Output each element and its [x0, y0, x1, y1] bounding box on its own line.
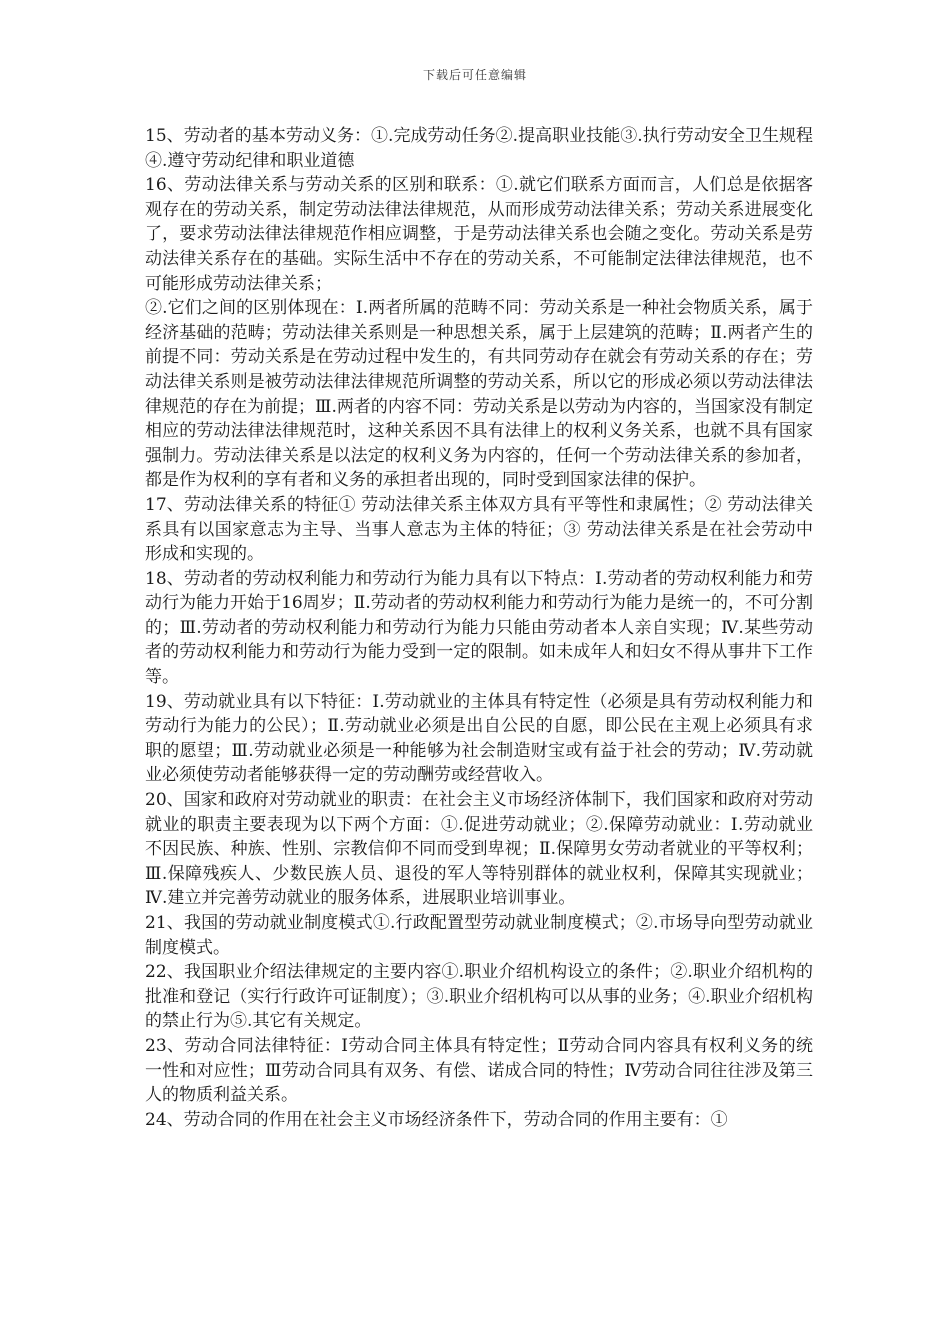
paragraph-18: 18、劳动者的劳动权利能力和劳动行为能力具有以下特点：Ⅰ.劳动者的劳动权利能力和劳动行为能力开始于16周岁；Ⅱ.劳动者的劳动权利能力和劳动行为能力是统一的，不可分割的；Ⅲ.劳动者的劳动权利能力和劳动行为能力只能由劳动者本人亲自实现；Ⅳ.某些劳动者的劳动权利能力和劳动行为能力受到一定的限制。如未成年人和妇女不得从事井下工作等。 — [145, 568, 813, 688]
paragraph-16: 16、劳动法律关系与劳动关系的区别和联系：①.就它们联系方面而言，人们总是依据客观存在的劳动关系，制定劳动法律法律规范，从而形成劳动法律关系；劳动关系进展变化了，要求劳动法律法律规范作相应调整，于是劳动法律关系也会随之变化。劳动关系是劳动法律关系存在的基础。实际生活中不存在的劳动关系，不可能制定法律法律规范，也不可能形成劳动法律关系； — [145, 175, 813, 294]
paragraph-19: 19、劳动就业具有以下特征：Ⅰ.劳动就业的主体具有特定性（必须是具有劳动权利能力和劳动行为能力的公民）；Ⅱ.劳动就业必须是出自公民的自愿，即公民在主观上必须具有求职的愿望；Ⅲ.劳动就业必须是一种能够为社会制造财宝或有益于社会的劳动；Ⅳ.劳动就业必须使劳动者能够获得一定的劳动酬劳或经营收入。 — [145, 691, 813, 786]
paragraph-21: 21、我国的劳动就业制度模式①.行政配置型劳动就业制度模式；②.市场导向型劳动就业制度模式。 — [145, 913, 813, 958]
document-body — [145, 124, 813, 1132]
paragraph-22: 22、我国职业介绍法律规定的主要内容①.职业介绍机构设立的条件；②.职业介绍机构的批准和登记（实行行政许可证制度）；③.职业介绍机构可以从事的业务；④.职业介绍机构的禁止行为⑤.其它有关规定。 — [145, 962, 813, 1032]
paragraph-24: 24、劳动合同的作用在社会主义市场经济条件下，劳动合同的作用主要有：① — [145, 1109, 728, 1130]
paragraph-16-differences: ②.它们之间的区别体现在：Ⅰ.两者所属的范畴不同：劳动关系是一种社会物质关系，属于经济基础的范畴；劳动法律关系则是一种思想关系，属于上层建筑的范畴；Ⅱ.两者产生的前提不同：劳动关系是在劳动过程中发生的，有共同劳动存在就会有劳动关系的存在；劳动法律关系则是被劳动法律法律规范所调整的劳动关系，所以它的形成必须以劳动法律法律规范的存在为前提；Ⅲ.两者的内容不同：劳动关系是以劳动为内容的，当国家没有制定相应的劳动法律法律规范时，这种关系因不具有法律上的权利义务关系，也就不具有国家强制力。劳动法律关系是以法定的权利义务为内容的，任何一个劳动法律关系的参加者，都是作为权利的享有者和义务的承担者出现的，同时受到国家法律的保护。 — [145, 298, 813, 491]
paragraph-17: 17、劳动法律关系的特征① 劳动法律关系主体双方具有平等性和隶属性；② 劳动法律关系具有以国家意志为主导、当事人意志为主体的特征；③ 劳动法律关系是在社会劳动中形成和实现的。 — [145, 494, 813, 565]
paragraph-20: 20、国家和政府对劳动就业的职责：在社会主义市场经济体制下，我们国家和政府对劳动就业的职责主要表现为以下两个方面：①.促进劳动就业；②.保障劳动就业：Ⅰ.劳动就业不因民族、种族、性别、宗教信仰不同而受到卑视；Ⅱ.保障男女劳动者就业的平等权利；Ⅲ.保障残疾人、少数民族人员、退役的军人等特别群体的就业权利，保障其实现就业；Ⅳ.建立并完善劳动就业的服务体系，进展职业培训事业。 — [145, 790, 813, 909]
page-header: 下载后可任意编辑 — [422, 68, 527, 82]
paragraph-15: 15、劳动者的基本劳动义务：①.完成劳动任务②.提高职业技能③.执行劳动安全卫生规程④.遵守劳动纪律和职业道德 — [145, 126, 813, 171]
paragraph-23: 23、劳动合同法律特征：Ⅰ劳动合同主体具有特定性；Ⅱ劳动合同内容具有权利义务的统一性和对应性；Ⅲ劳动合同具有双务、有偿、诺成合同的特性；Ⅳ劳动合同往往涉及第三人的物质利益关系。 — [145, 1035, 813, 1106]
